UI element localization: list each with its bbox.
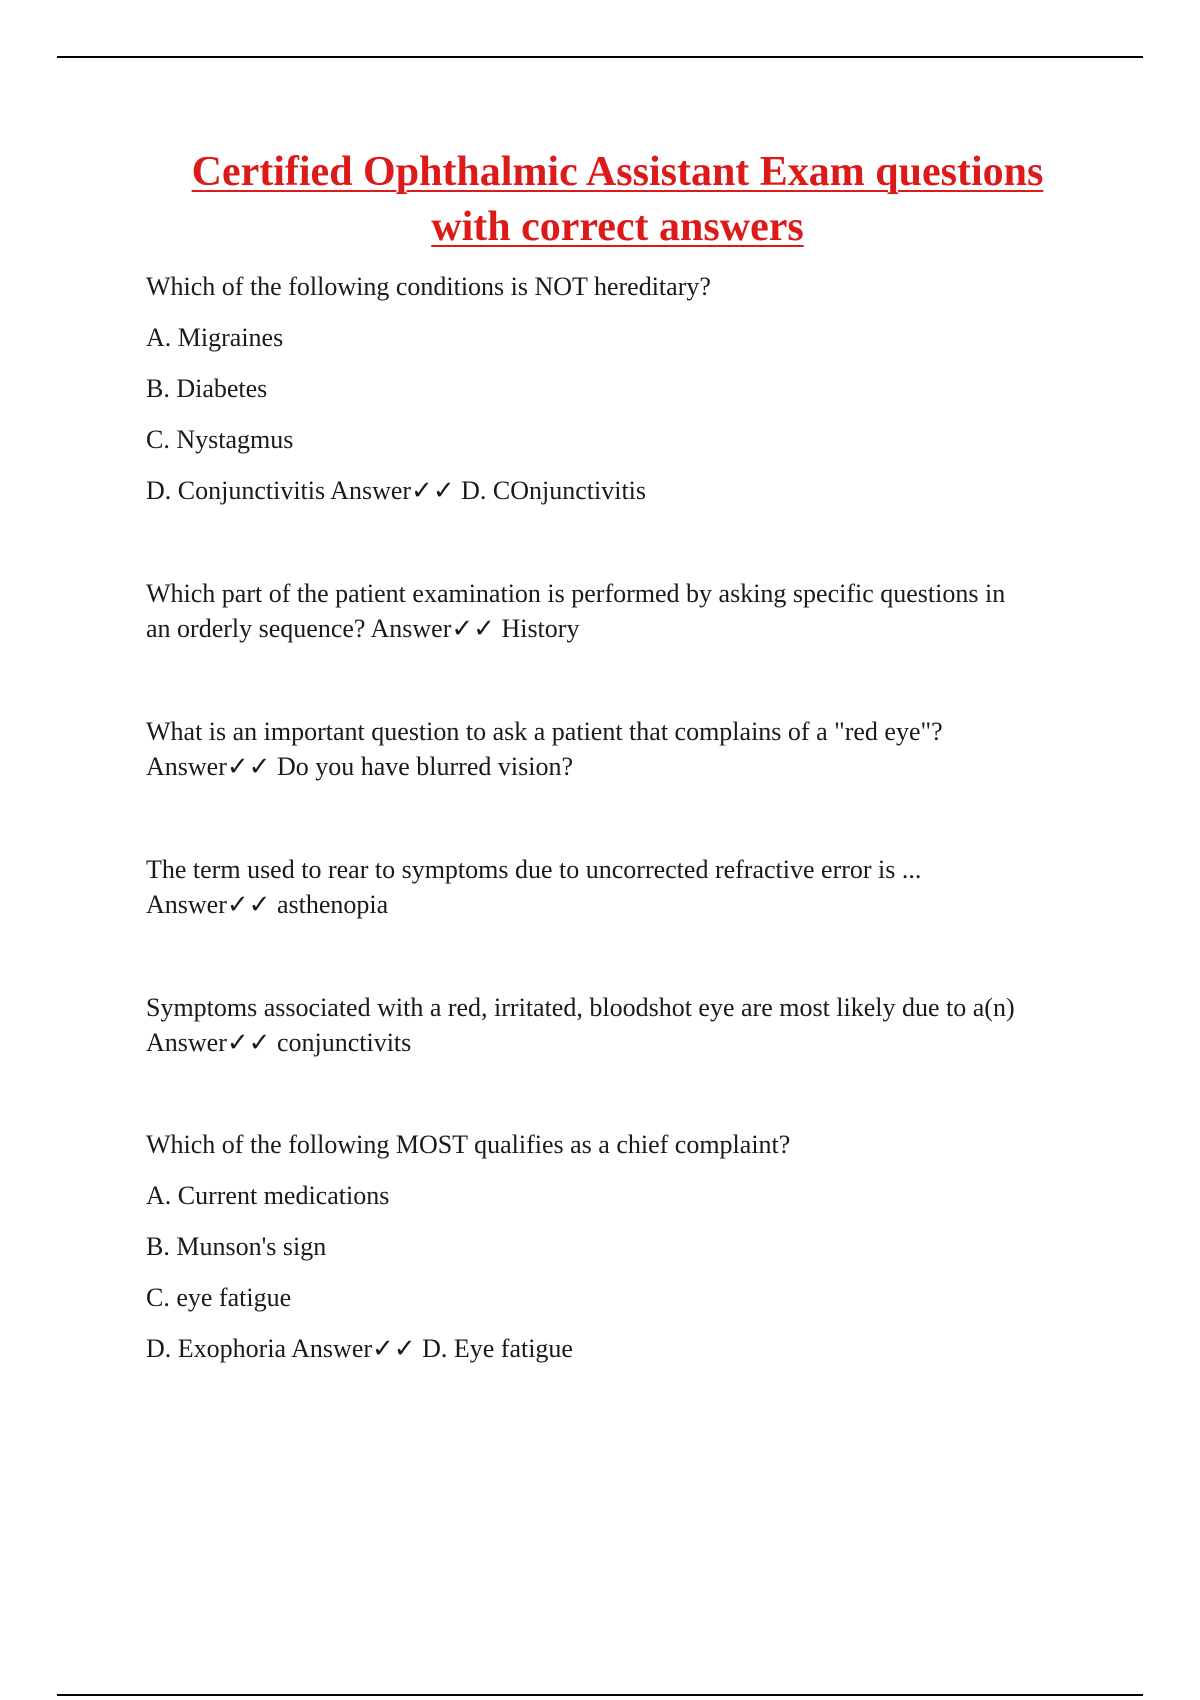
question-answer-line: Answer✓✓ Do you have blurred vision? xyxy=(146,752,573,781)
question-answer-line: Answer✓✓ asthenopia xyxy=(146,890,389,919)
qa-item-3 xyxy=(146,714,1106,784)
option-a: A. Current medications xyxy=(146,1181,390,1210)
title-line-2: with correct answers xyxy=(431,204,804,250)
document-title xyxy=(100,145,1135,255)
option-b: B. Munson's sign xyxy=(146,1232,327,1261)
question-line-1: Symptoms associated with a red, irritated, bloodshot eye are most likely due to a(n) xyxy=(146,993,1015,1022)
qa-content xyxy=(146,270,1106,1366)
question-line-1: What is an important question to ask a patient that complains of a "red eye"? xyxy=(146,717,943,746)
qa-item-2 xyxy=(146,576,1106,646)
option-d-answer: D. Conjunctivitis Answer✓✓ D. COnjunctivitis xyxy=(146,476,647,505)
qa-item-1 xyxy=(146,270,1106,508)
question-text: Which of the following conditions is NOT hereditary? xyxy=(146,272,711,301)
option-b: B. Diabetes xyxy=(146,374,268,403)
qa-item-5 xyxy=(146,990,1106,1060)
question-text: Which of the following MOST qualifies as a chief complaint? xyxy=(146,1130,791,1159)
question-answer-line: an orderly sequence? Answer✓✓ History xyxy=(146,614,580,643)
question-answer-line: Answer✓✓ conjunctivits xyxy=(146,1028,412,1057)
qa-item-6 xyxy=(146,1128,1106,1366)
bottom-rule xyxy=(57,1694,1143,1696)
top-rule xyxy=(57,56,1143,58)
title-line-1: Certified Ophthalmic Assistant Exam questions xyxy=(191,149,1044,195)
option-c: C. Nystagmus xyxy=(146,425,294,454)
question-line-1: The term used to rear to symptoms due to uncorrected refractive error is ... xyxy=(146,855,922,884)
option-c: C. eye fatigue xyxy=(146,1283,292,1312)
question-line-1: Which part of the patient examination is performed by asking specific questions in xyxy=(146,579,1006,608)
option-d-answer: D. Exophoria Answer✓✓ D. Eye fatigue xyxy=(146,1334,573,1363)
option-a: A. Migraines xyxy=(146,323,284,352)
qa-item-4 xyxy=(146,852,1106,922)
